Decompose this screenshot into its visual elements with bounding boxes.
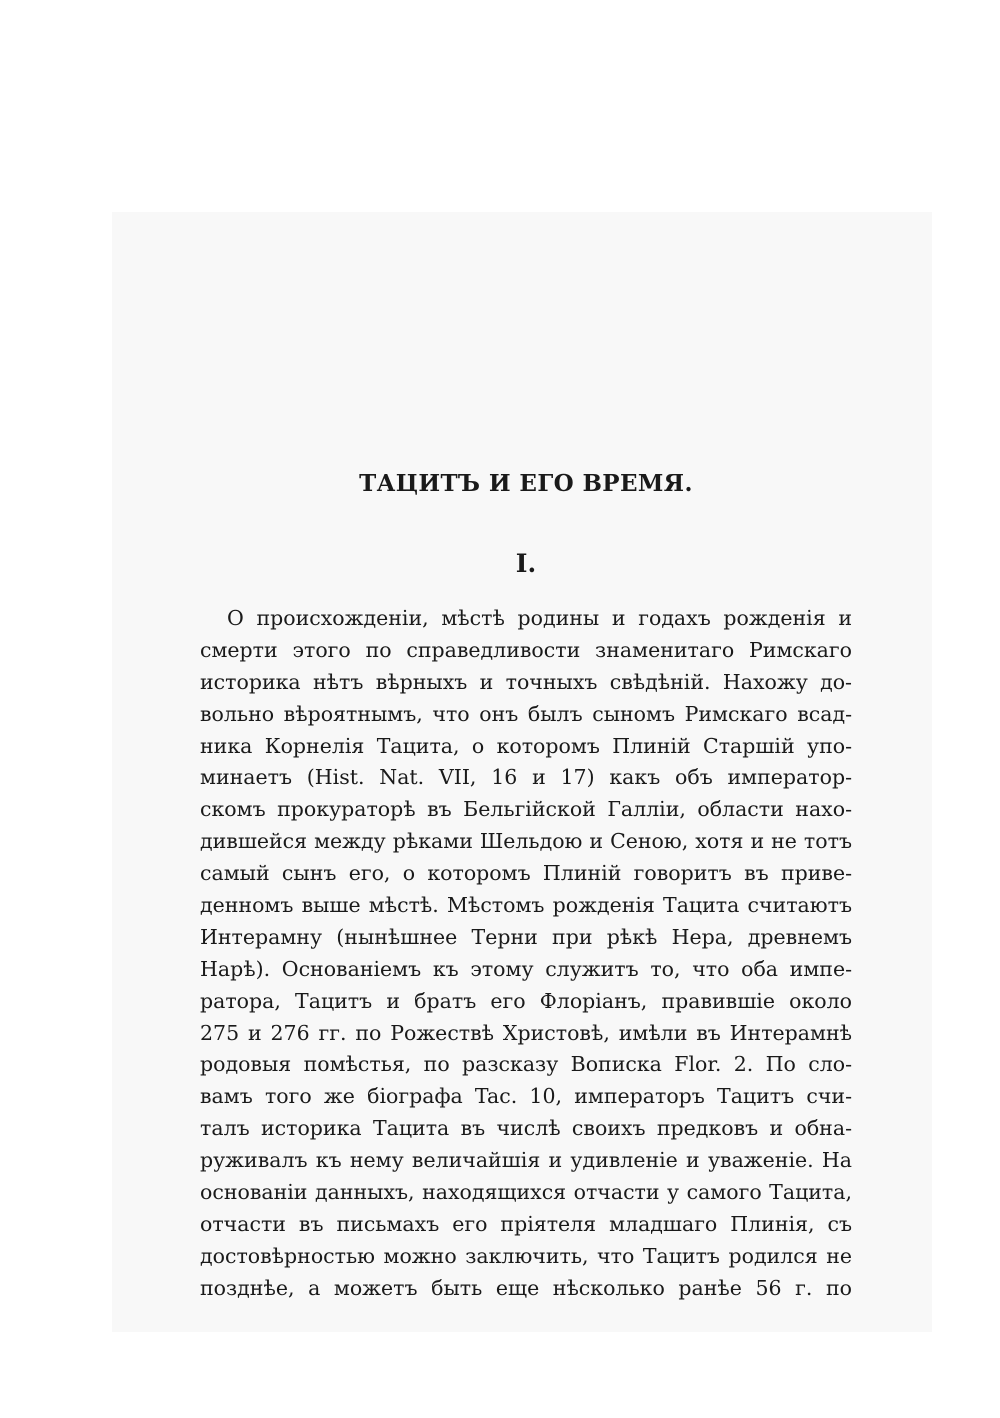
text-line: вамъ того же біографа Tac. 10, императоръ Тацитъ счи- [200,1084,852,1109]
text-line: талъ историка Тацита въ числѣ своихъ предковъ и обна- [200,1116,852,1141]
text-line: руживалъ къ нему величайшія и удивленіе и уваженіе. На [200,1148,852,1173]
section-numeral: I. [515,549,537,578]
chapter-title: ТАЦИТЪ И ЕГО ВРЕМЯ. [359,470,693,497]
text-line: ника Корнелія Тацита, о которомъ Плиній Старшій упо- [200,733,852,758]
text-line: самый сынъ его, о которомъ Плиній говоритъ въ приве- [200,861,852,886]
text-line: скомъ прокураторѣ въ Бельгійской Галліи, области нахо- [200,797,852,822]
text-line: родовыя помѣстья, по разсказу Вописка Flor. 2. По сло- [200,1052,852,1077]
text-line: минаетъ (Hist. Nat. VII, 16 и 17) какъ объ император- [200,765,852,790]
text-line: позднѣе, а можетъ быть еще нѣсколько ранѣе 56 г. по [200,1275,852,1300]
text-line: смерти этого по справедливости знаменитаго Римскаго [200,637,852,662]
text-line: денномъ выше мѣстѣ. Мѣстомъ рожденія Тацита считаютъ [200,893,852,918]
text-line: 275 и 276 гг. по Рожествѣ Христовѣ, имѣли въ Интерамнѣ [200,1020,852,1045]
text-line: достовѣрностью можно заключить, что Тацитъ родился не [200,1243,852,1268]
text-line: вольно вѣроятнымъ, что онъ былъ сыномъ Римскаго всад- [200,701,852,726]
text-line: дившейся между рѣками Шельдою и Сеною, хотя и не тотъ [200,829,852,854]
text-line: Нарѣ). Основаніемъ къ этому служитъ то, что оба импе- [200,956,852,981]
text-line: Интерамну (нынѣшнее Терни при рѣкѣ Нера, древнемъ [200,924,852,949]
text-line: отчасти въ письмахъ его пріятеля младшаго Плинія, съ [200,1211,852,1236]
text-line: историка нѣтъ вѣрныхъ и точныхъ свѣдѣній. Нахожу до- [200,669,852,694]
text-line: ратора, Тацитъ и братъ его Флоріанъ, правившіе около [200,988,852,1013]
body-paragraph [200,603,852,1305]
text-line: основаніи данныхъ, находящихся отчасти у самого Тацита, [200,1180,852,1205]
text-line: О происхожденіи, мѣстѣ родины и годахъ рожденія и [227,606,852,630]
